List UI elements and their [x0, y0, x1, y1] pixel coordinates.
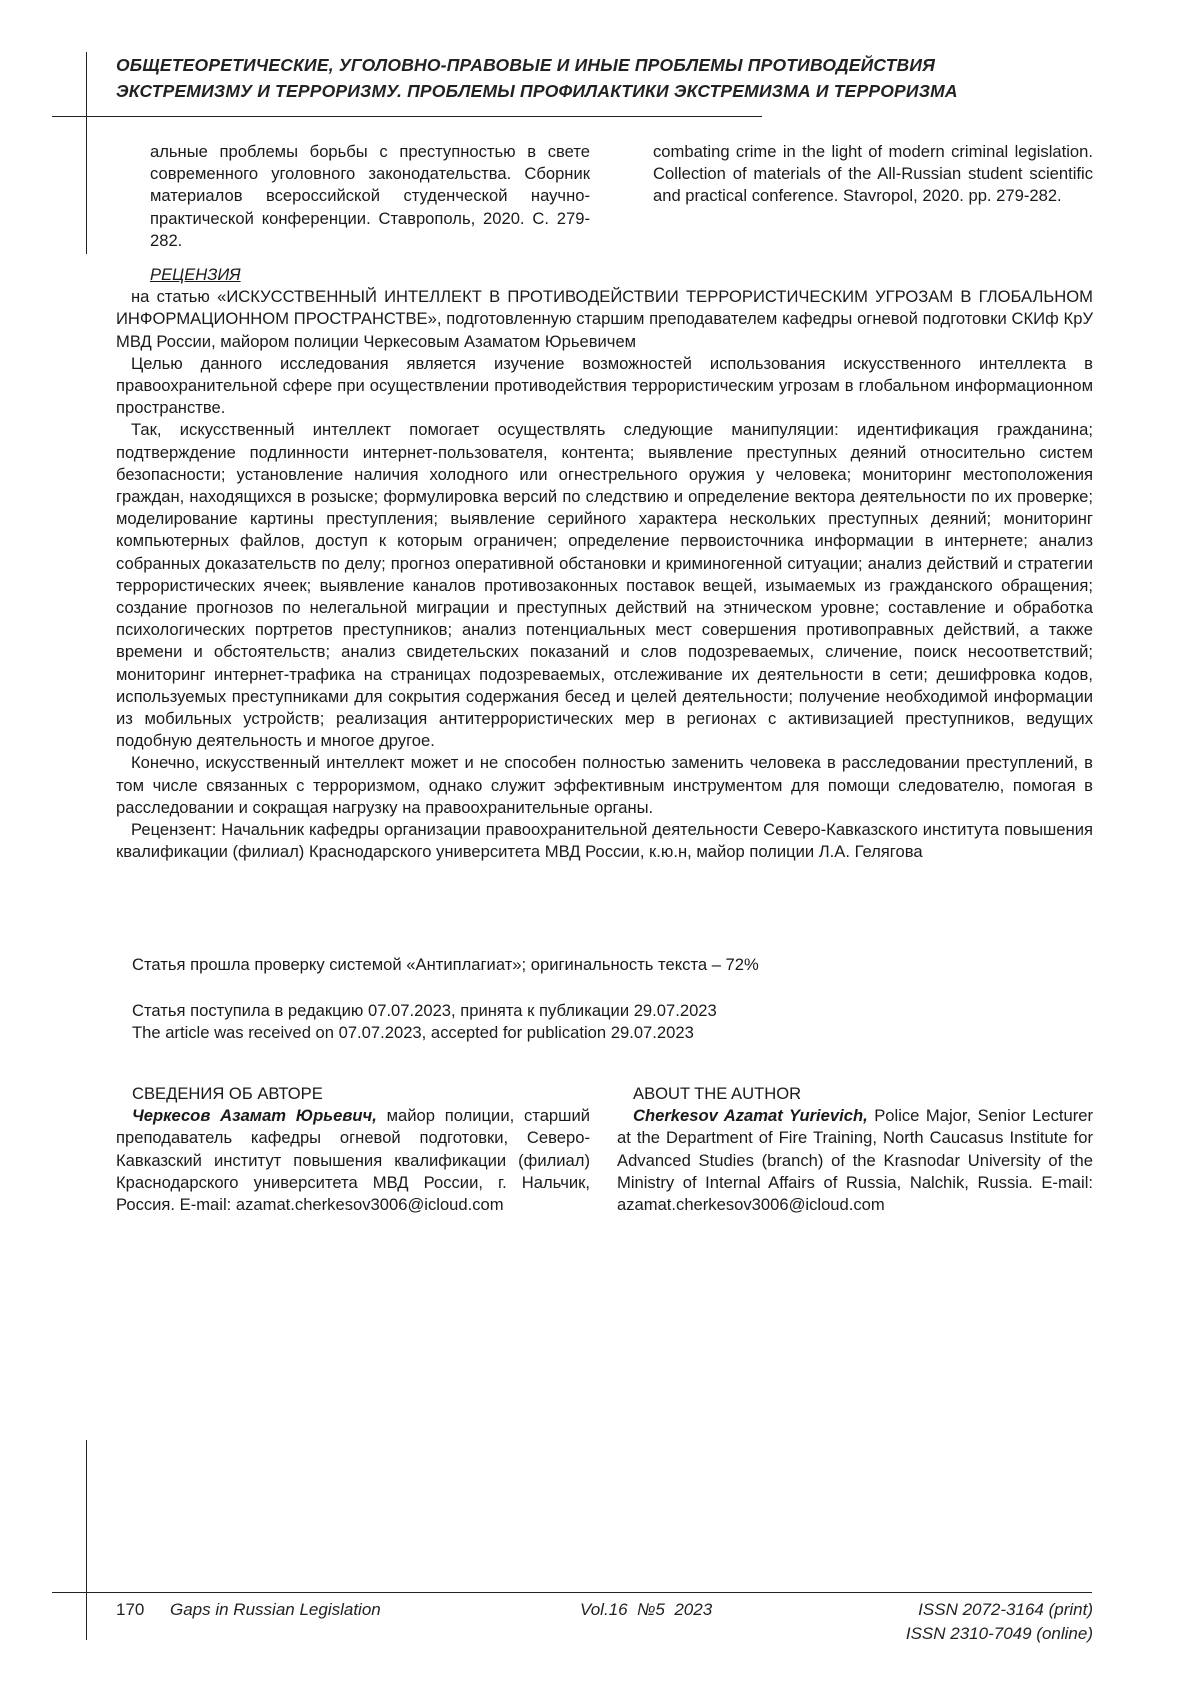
review-section — [116, 264, 1093, 863]
header-vertical-rule — [86, 52, 87, 254]
review-paragraph-2: Так, искусственный интеллект помогает осуществлять следующие манипуляции: идентификация гражданина; подтверждение подлинности интернет-пользователя, контента; выявление преступных деяний относительно систем безопасности; установление наличия холодного или огнестрельного оружия у человека; мониторинг местоположения граждан, находящихся в розыске; формулировка версий по следствию и определение вектора деятельности по их проверке; моделирование картины преступления; выявление серийного характера нескольких преступных деяний; мониторинг компьютерных файлов, доступ к которым ограничен; определение первоисточника информации в интернете; анализ собранных доказательств по делу; прогноз оперативной обстановки и криминогенной ситуации; анализ действий и стратегии террористических ячеек; выявление каналов противозаконных поставок вещей, изымаемых из гражданского обращения; создание прогнозов по нелегальной миграции и преступных действий на этническом уровне; составление и обработка психологических портретов преступников; анализ потенциальных мест совершения противоправных действий, а также времени и обстоятельств; анализ свидетельских показаний и слов подозреваемых, сличение, поиск несоответствий; мониторинг интернет-трафика на страницах подозреваемых, отслеживание их деятельности в сети; дешифровка кодов, используемых преступниками для сокрытия содержания бесед и целей деятельности; получение необходимой информации из мобильных устройств; реализация антитеррористических мер в регионах с активизацией преступников, ведущих подобную деятельность и многое другое. — [116, 419, 1093, 752]
author-details-en: Police Major, Senior Lecturer at the Department of Fire Training, North Caucasus Institute for Advanced Studies (branch) of the Krasnodar University of the Ministry of Internal Affairs of Russia, Nalchik, Russia. E-mail: azamat.cherkesov3006@icloud.com — [617, 1106, 1093, 1214]
reference-ru: альные проблемы борьбы с преступностью в свете современного уголовного законодательства. Сборник материалов всероссийской студенческой научно-практической конференции. Ставрополь, 2020. С. 279-282. — [150, 141, 590, 252]
header-line-1: ОБЩЕТЕОРЕТИЧЕСКИЕ, УГОЛОВНО-ПРАВОВЫЕ И ИНЫЕ ПРОБЛЕМЫ ПРОТИВОДЕЙСТВИЯ — [116, 52, 1116, 78]
received-note — [132, 1000, 1092, 1044]
issn-print: ISSN 2072-3164 (print) — [906, 1598, 1093, 1622]
antiplagiat-text: Статья прошла проверку системой «Антиплагиат»; оригинальность текста – 72% — [132, 954, 1092, 976]
review-paragraph-1: Целью данного исследования является изучение возможностей использования искусственного интеллекта в правоохранительной сфере при осуществлении противодействия террористическим угрозам в глобальном информационном пространстве. — [116, 353, 1093, 420]
header-horizontal-rule — [52, 116, 762, 117]
footer-vertical-rule — [86, 1440, 87, 1640]
section-header — [116, 52, 1116, 104]
antiplagiat-note — [132, 954, 1092, 976]
journal-volume: Vol.16 №5 2023 — [580, 1598, 712, 1622]
review-intro: на статью «ИСКУССТВЕННЫЙ ИНТЕЛЛЕКТ В ПРОТИВОДЕЙСТВИИ ТЕРРОРИСТИЧЕСКИМ УГРОЗАМ В ГЛОБАЛЬНОМ ИНФОРМАЦИОННОМ ПРОСТРАНСТВЕ», подготовленную старшим преподавателем кафедры огневой подготовки СКИф КрУ МВД России, майором полиции Черкесовым Азаматом Юрьевичем — [116, 286, 1093, 353]
received-en: The article was received on 07.07.2023, accepted for publication 29.07.2023 — [132, 1022, 1092, 1044]
review-reviewer: Рецензент: Начальник кафедры организации правоохранительной деятельности Северо-Кавказского института повышения квалификации (филиал) Краснодарского университета МВД России, к.ю.н, майор полиции Л.А. Гелягова — [116, 819, 1093, 863]
footer-horizontal-rule — [52, 1592, 1092, 1593]
author-name-en: Cherkesov Azamat Yurievich, — [633, 1106, 868, 1125]
review-title: РЕЦЕНЗИЯ — [116, 264, 1093, 286]
author-section-title-ru: СВЕДЕНИЯ ОБ АВТОРЕ — [116, 1083, 590, 1105]
received-ru: Статья поступила в редакцию 07.07.2023, принята к публикации 29.07.2023 — [132, 1000, 1092, 1022]
author-info-ru — [116, 1083, 590, 1216]
author-details-ru: майор полиции, старший преподаватель кафедры огневой подготовки, Северо-Кавказский институт повышения квалификации (филиал) Краснодарского университета МВД России, г. Нальчик, Россия. E-mail: azamat.cherkesov3006@icloud.com — [116, 1106, 590, 1214]
author-name-ru: Черкесов Азамат Юрьевич, — [132, 1106, 377, 1125]
review-paragraph-3: Конечно, искусственный интеллект может и не способен полностью заменить человека в расследовании преступлений, в том числе связанных с терроризмом, однако служит эффективным инструментом для помощи следователю, помогая в расследовании и сокращая нагрузку на правоохранительные органы. — [116, 752, 1093, 819]
issn-block — [906, 1598, 1093, 1646]
author-info-en — [617, 1083, 1093, 1216]
page-number: 170 — [116, 1598, 144, 1622]
journal-name: Gaps in Russian Legislation — [170, 1598, 381, 1622]
author-paragraph-ru — [116, 1105, 590, 1216]
author-section-title-en: ABOUT THE AUTHOR — [617, 1083, 1093, 1105]
header-line-2: ЭКСТРЕМИЗМУ И ТЕРРОРИЗМУ. ПРОБЛЕМЫ ПРОФИЛАКТИКИ ЭКСТРЕМИЗМА И ТЕРРОРИЗМА — [116, 78, 1116, 104]
author-paragraph-en — [617, 1105, 1093, 1216]
reference-en: combating crime in the light of modern criminal legislation. Collection of materials of the All-Russian student scientific and practical conference. Stavropol, 2020. pp. 279-282. — [653, 141, 1093, 208]
issn-online: ISSN 2310-7049 (online) — [906, 1622, 1093, 1646]
